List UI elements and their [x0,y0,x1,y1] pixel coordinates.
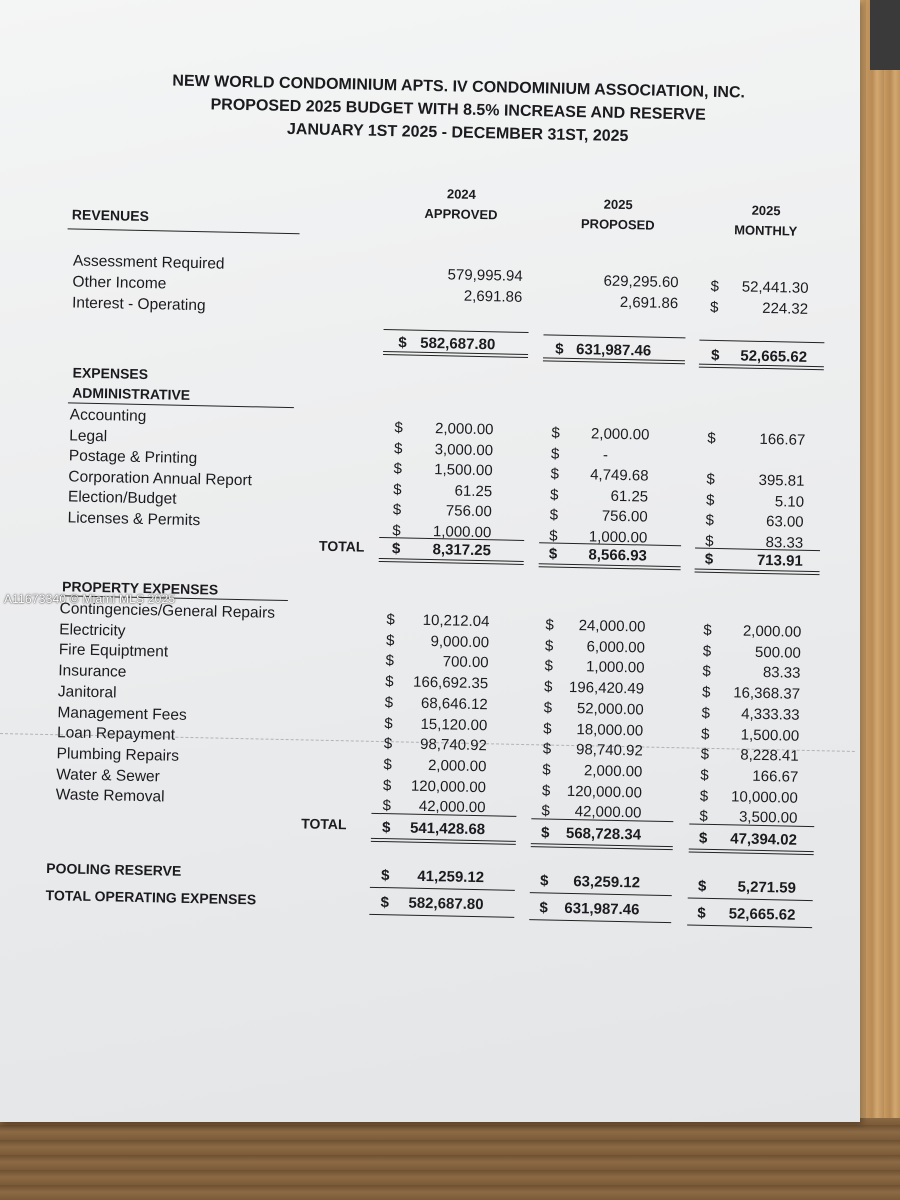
admin-2024-value: 1,500.00 [434,461,493,480]
dollar-sign: $ [698,829,708,847]
dollar-sign: $ [705,532,714,550]
revenue-total-2024: 582,687.80 [420,334,496,354]
property-2024-value: 68,646.12 [420,694,488,714]
property-2024-rule [371,813,516,817]
total-operating-expenses-label: TOTAL OPERATING EXPENSES [45,887,257,908]
property-expense-label: Management Fees [57,703,187,724]
pooling-reserve-monthly-rule [688,897,813,901]
revenue-2025-double-rule [543,357,685,364]
dollar-sign: $ [383,735,393,753]
dollar-sign: $ [393,460,403,478]
dollar-sign: $ [705,491,715,509]
admin-2025-double-rule [539,563,681,570]
admin-2025-value: 4,749.68 [589,466,649,485]
dollar-sign: $ [705,511,715,529]
dollar-sign: $ [701,704,711,722]
pooling-reserve-2024-rule [370,887,515,891]
revenue-total-monthly: 52,665.62 [740,347,808,366]
dollar-sign: $ [394,419,404,437]
property-2025-value: 52,000.00 [576,699,644,719]
revenue-total-2025: 631,987.46 [575,341,652,360]
dollar-sign: $ [697,904,706,922]
property-2025-value: 42,000.00 [574,803,642,822]
admin-expense-label: Legal [69,426,108,445]
property-expenses-heading: PROPERTY EXPENSES [61,578,219,598]
col-2024-label: APPROVED [424,205,498,223]
revenue-2024-double-rule [383,351,528,358]
budget-title: PROPOSED 2025 BUDGET WITH 8.5% INCREASE AND RESERVE [210,96,706,124]
total-operating-expenses-monthly-rule [687,924,812,928]
dollar-sign: $ [380,867,390,885]
dollar-sign: $ [392,521,401,539]
revenue-2025-rule [543,334,685,338]
dollar-sign: $ [544,637,554,655]
admin-2024-value: 1,000.00 [432,522,492,541]
property-2024-value: 9,000.00 [430,632,490,651]
dollar-sign: $ [707,429,716,447]
revenue-monthly-value: 52,441.30 [741,278,809,297]
dollar-sign: $ [391,540,401,558]
property-2025-value: 2,000.00 [583,762,643,781]
admin-monthly-value: 5.10 [774,492,805,511]
total-operating-expenses-2025: 631,987.46 [564,899,640,919]
dollar-sign: $ [384,714,393,732]
pooling-reserve-label: POOLING RESERVE [46,860,182,879]
dollar-sign: $ [551,424,560,442]
dollar-sign: $ [702,663,711,681]
mls-watermark: A11673340 © Miami MLS 2025 [4,592,176,606]
admin-expense-label: Corporation Annual Report [68,467,253,489]
property-expense-label: Janitoral [57,683,117,702]
property-2024-value: 15,120.00 [420,715,488,734]
property-monthly-value: 2,000.00 [742,622,802,641]
dollar-sign: $ [543,699,553,717]
property-expense-label: Contingencies/General Repairs [59,600,276,622]
property-2025-value: 1,000.00 [585,658,645,677]
property-monthly-value: 4,333.33 [741,705,800,724]
admin-expense-label: Election/Budget [67,488,177,508]
property-total-monthly: 47,394.02 [730,830,798,849]
dollar-sign: $ [393,439,403,457]
property-monthly-value: 3,500.00 [738,808,798,828]
dollar-sign: $ [539,899,549,917]
pooling-reserve-2025: 63,259.12 [573,873,641,892]
admin-2025-value: 61.25 [610,487,649,506]
property-total-label: TOTAL [301,815,347,833]
property-2025-value: 24,000.00 [578,617,646,636]
dollar-sign: $ [550,465,560,483]
col-2024-year: 2024 [446,186,477,202]
dollar-sign: $ [550,445,560,463]
admin-expense-label: Accounting [69,406,147,426]
property-2025-value: 6,000.00 [586,638,646,657]
dollar-sign: $ [386,611,396,629]
property-expense-label: Electricity [59,620,126,640]
property-expense-label: Insurance [58,662,127,681]
expenses-heading: EXPENSES [72,364,149,383]
dollar-sign: $ [710,277,720,296]
dollar-sign: $ [543,719,552,738]
property-2025-rule [531,818,673,822]
admin-2024-value: 3,000.00 [434,440,494,459]
dollar-sign: $ [541,782,551,800]
property-monthly-value: 10,000.00 [730,787,799,807]
dollar-sign: $ [545,616,554,634]
background-corner [870,0,900,70]
col-2025-monthly-year: 2025 [751,202,781,219]
dollar-sign: $ [380,894,390,912]
admin-expense-label: Licenses & Permits [67,508,201,529]
pooling-reserve-2025-rule [530,892,672,896]
admin-2024-value: 61.25 [454,482,493,500]
admin-total-2025: 8,566.93 [588,546,648,565]
property-monthly-value: 500.00 [754,643,802,662]
dollar-sign: $ [381,819,391,837]
property-monthly-value: 16,368.37 [733,684,801,703]
admin-2025-value: 1,000.00 [588,527,648,547]
property-2025-value: 18,000.00 [576,720,644,740]
total-operating-expenses-2024: 582,687.80 [408,894,484,914]
admin-2024-double-rule [379,558,524,565]
dollar-sign: $ [699,787,709,805]
dollar-sign: $ [543,678,553,696]
dollar-sign: $ [699,808,708,826]
revenue-2025-value: 629,295.60 [603,272,679,292]
col-2025-proposed-label: PROPOSED [580,216,655,233]
property-expense-label: Waste Removal [55,786,165,806]
dollar-sign: $ [385,631,395,649]
dollar-sign: $ [542,740,552,758]
dollar-sign: $ [540,824,550,842]
administrative-heading: ADMINISTRATIVE [72,384,191,403]
dollar-sign: $ [392,501,402,519]
property-monthly-value: 8,228.41 [740,746,799,765]
revenue-2024-value: 579,995.94 [447,266,523,285]
dollar-sign: $ [549,486,559,504]
property-2025-value: 196,420.49 [568,679,645,698]
dollar-sign: $ [385,652,395,670]
dollar-sign: $ [539,872,549,890]
dollar-sign: $ [541,802,551,820]
property-2024-value: 700.00 [442,653,489,672]
admin-monthly-value: 395.81 [758,471,805,490]
dollar-sign: $ [385,673,394,691]
property-2024-double-rule [371,838,516,845]
dollar-sign: $ [548,545,558,563]
dollar-sign: $ [703,621,712,639]
property-monthly-double-rule [689,848,814,855]
dollar-sign: $ [701,683,711,702]
dollar-sign: $ [700,725,710,743]
property-expense-label: Water & Sewer [55,765,160,785]
admin-total-label: TOTAL [318,537,365,555]
revenues-underline [68,228,300,234]
property-total-2025: 568,728.34 [565,824,642,844]
revenue-2024-rule [384,329,529,333]
dollar-sign: $ [383,755,392,774]
property-total-2024: 541,428.68 [409,819,486,839]
property-2025-value: 120,000.00 [566,782,643,802]
revenue-2025-value: 2,691.86 [619,293,679,313]
property-2025-double-rule [531,843,673,850]
revenue-label: Assessment Required [72,252,225,273]
pooling-reserve-2024: 41,259.12 [417,867,485,887]
revenues-heading: REVENUES [71,206,150,225]
property-monthly-value: 166.67 [752,767,799,786]
budget-period: JANUARY 1ST 2025 - DECEMBER 31ST, 2025 [286,120,629,146]
property-monthly-value: 83.33 [762,664,801,683]
admin-monthly-value: 166.67 [759,430,806,449]
dollar-sign: $ [697,877,707,895]
dollar-sign: $ [702,642,712,660]
pooling-reserve-monthly: 5,271.59 [737,878,797,897]
wood-table-edge-bottom [0,1118,900,1200]
admin-2025-value: 2,000.00 [590,425,650,444]
property-2024-value: 2,000.00 [427,756,487,776]
dollar-sign: $ [555,340,564,358]
dollar-sign: $ [709,298,719,316]
admin-2025-value: 756.00 [601,507,648,526]
admin-total-2024: 8,317.25 [432,541,492,560]
revenue-monthly-value: 224.32 [762,299,809,318]
dollar-sign: $ [542,761,551,779]
revenue-label: Other Income [72,273,167,293]
admin-expense-label: Postage & Printing [68,447,198,468]
association-name: NEW WORLD CONDOMINIUM APTS. IV CONDOMINIUM ASSOCIATION, INC. [172,72,746,102]
property-expense-label: Plumbing Repairs [56,745,180,765]
total-operating-expenses-2025-rule [529,919,671,923]
dollar-sign: $ [549,506,559,524]
property-expense-label: Fire Equiptment [58,641,169,661]
property-2025-value: 98,740.92 [575,741,643,760]
dollar-sign: $ [384,693,394,712]
revenue-2024-value: 2,691.86 [463,287,523,306]
property-2024-value: 120,000.00 [410,777,487,796]
dollar-sign: $ [700,745,710,764]
col-2025-monthly-label: MONTHLY [734,222,798,239]
property-monthly-value: 1,500.00 [740,726,800,745]
col-2025-proposed-year: 2025 [603,196,633,213]
total-operating-expenses-monthly: 52,665.62 [728,905,796,924]
revenue-monthly-rule [699,340,824,344]
total-operating-expenses-2024-rule [369,914,514,918]
dollar-sign: $ [382,776,392,794]
dollar-sign: $ [393,480,402,498]
dollar-sign: $ [549,527,558,545]
dollar-sign: $ [700,766,709,784]
admin-2025-value: - [602,446,609,464]
dollar-sign: $ [704,550,714,568]
property-2024-value: 10,212.04 [422,611,490,631]
dollar-sign: $ [398,334,407,352]
admin-2024-value: 756.00 [445,502,492,521]
property-expense-label: Loan Repayment [56,724,176,744]
property-2024-value: 166,692.35 [412,673,489,693]
admin-monthly-value: 83.33 [765,533,804,552]
dollar-sign: $ [544,657,554,675]
admin-2024-value: 2,000.00 [434,420,494,439]
revenue-label: Interest - Operating [71,294,206,315]
admin-monthly-value: 63.00 [765,513,804,531]
property-2024-value: 42,000.00 [418,798,486,817]
property-2024-value: 98,740.92 [419,736,488,755]
dollar-sign: $ [382,797,392,815]
dollar-sign: $ [710,346,720,365]
dollar-sign: $ [706,470,716,488]
admin-total-monthly: 713.91 [756,551,803,570]
